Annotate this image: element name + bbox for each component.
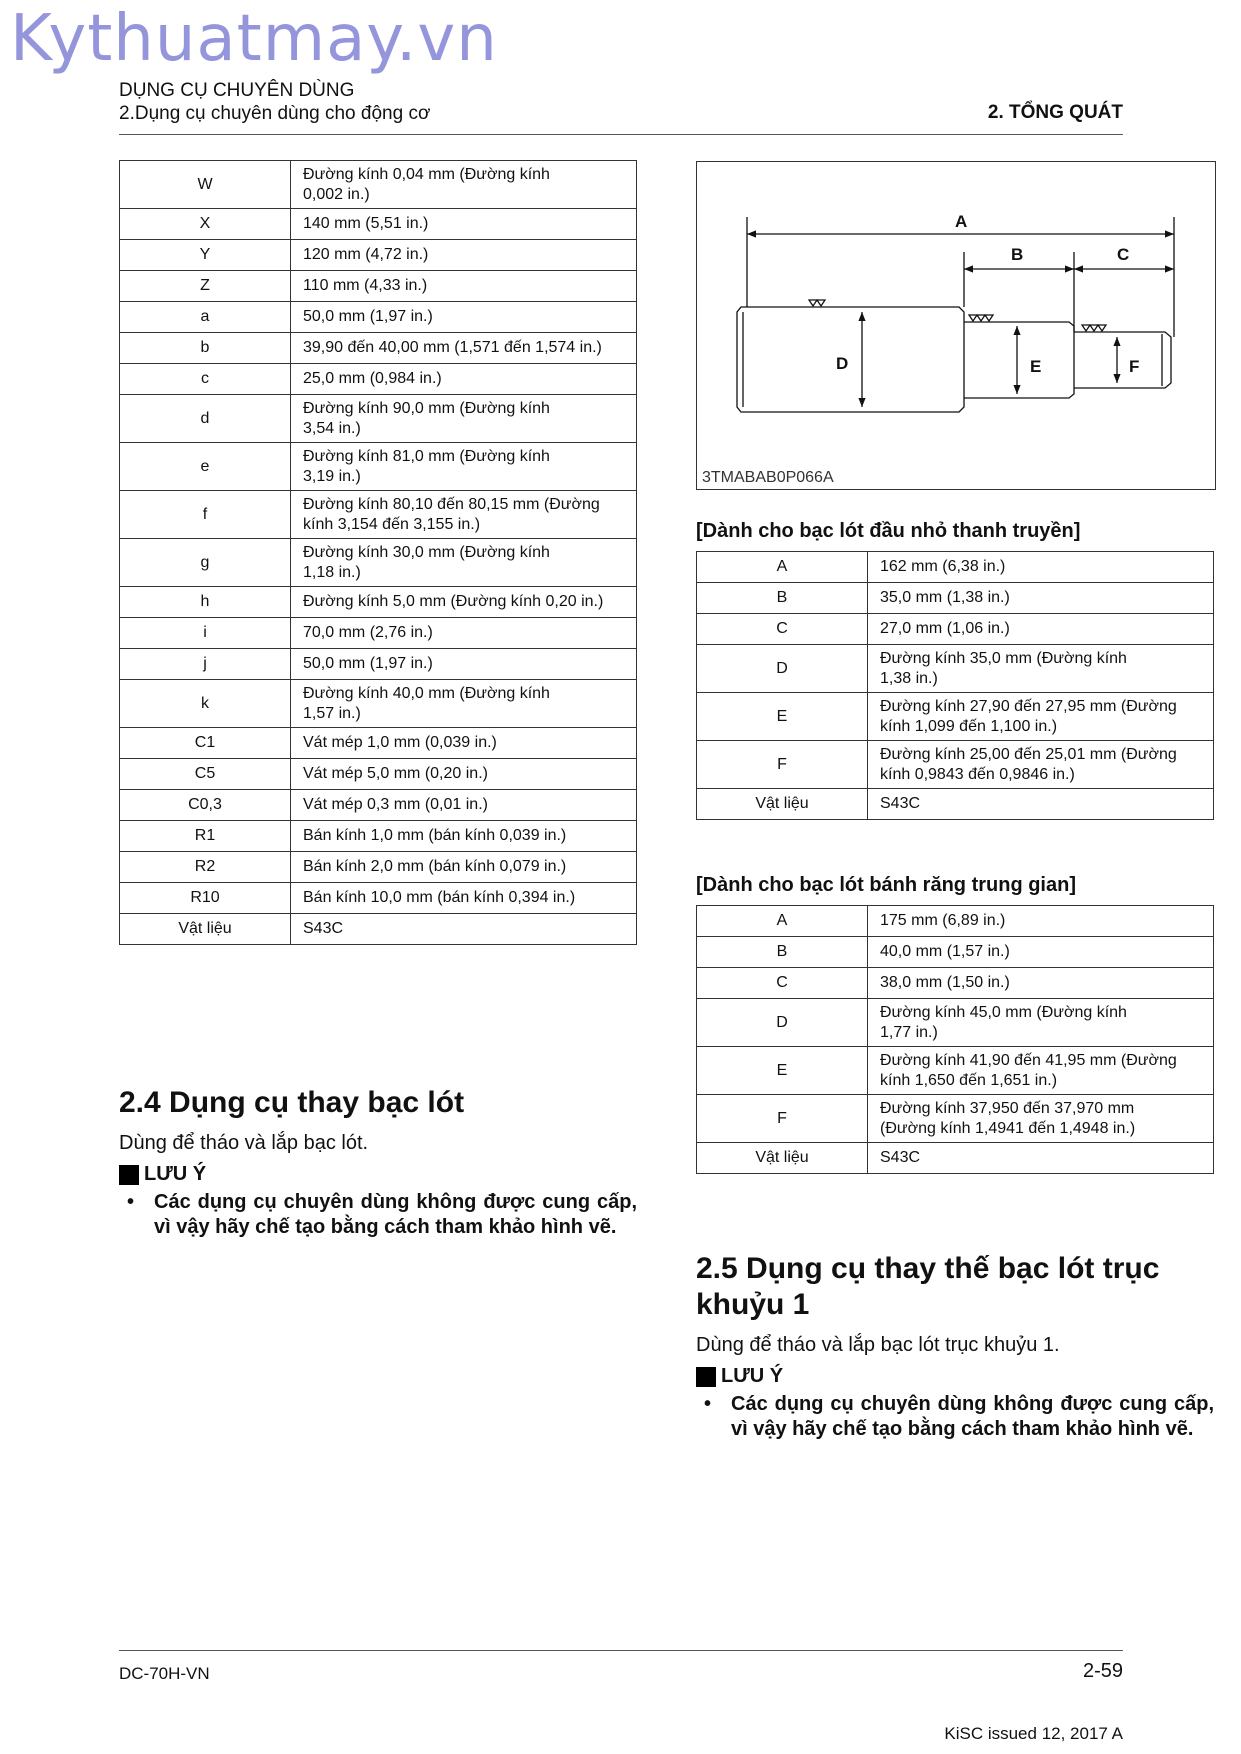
row-key: B bbox=[697, 937, 868, 968]
header-subtitle: 2.Dụng cụ chuyên dùng cho động cơ bbox=[119, 103, 431, 124]
table-row bbox=[697, 906, 1214, 937]
row-key: h bbox=[120, 587, 291, 618]
table-row bbox=[120, 790, 637, 821]
row-value: Đường kính 45,0 mm (Đường kính 1,77 in.) bbox=[868, 999, 1214, 1047]
row-value: 40,0 mm (1,57 in.) bbox=[868, 937, 1214, 968]
row-key: Vật liệu bbox=[120, 914, 291, 945]
row-key: e bbox=[120, 443, 291, 491]
table-row bbox=[120, 759, 637, 790]
row-value: 27,0 mm (1,06 in.) bbox=[868, 614, 1214, 645]
table-row bbox=[120, 539, 637, 587]
row-value: Đường kính 5,0 mm (Đường kính 0,20 in.) bbox=[291, 587, 637, 618]
row-key: Z bbox=[120, 271, 291, 302]
row-key: X bbox=[120, 209, 291, 240]
idle-gear-spec-table bbox=[696, 905, 1214, 1174]
section-2-4-bullet bbox=[127, 1190, 637, 1240]
row-value: Đường kính 81,0 mm (Đường kính 3,19 in.) bbox=[291, 443, 637, 491]
row-key: R1 bbox=[120, 821, 291, 852]
section-2-4-desc: Dùng để tháo và lắp bạc lót. bbox=[119, 1132, 369, 1154]
row-value: Đường kính 35,0 mm (Đường kính 1,38 in.) bbox=[868, 645, 1214, 693]
table-row bbox=[120, 649, 637, 680]
table-row bbox=[697, 789, 1214, 820]
row-value: S43C bbox=[868, 1143, 1214, 1174]
bushing-drawing bbox=[697, 162, 1215, 489]
row-value: Đường kính 40,0 mm (Đường kính 1,57 in.) bbox=[291, 680, 637, 728]
row-key: C bbox=[697, 968, 868, 999]
label-D: D bbox=[836, 354, 849, 373]
table-row bbox=[120, 852, 637, 883]
row-key: a bbox=[120, 302, 291, 333]
row-value: Đường kính 80,10 đến 80,15 mm (Đường kính 3,154 đến 3,155 in.) bbox=[291, 491, 637, 539]
row-key: Vật liệu bbox=[697, 1143, 868, 1174]
row-key: A bbox=[697, 552, 868, 583]
row-key: g bbox=[120, 539, 291, 587]
table-small-end-title: [Dành cho bạc lót đầu nhỏ thanh truyền] bbox=[696, 520, 1081, 542]
row-value: Vát mép 1,0 mm (0,039 in.) bbox=[291, 728, 637, 759]
row-key: Y bbox=[120, 240, 291, 271]
row-key: k bbox=[120, 680, 291, 728]
table-row bbox=[120, 883, 637, 914]
row-value: S43C bbox=[291, 914, 637, 945]
table-row bbox=[697, 937, 1214, 968]
bullet-icon: • bbox=[704, 1393, 712, 1415]
row-value: Đường kính 0,04 mm (Đường kính 0,002 in.) bbox=[291, 161, 637, 209]
row-value: 110 mm (4,33 in.) bbox=[291, 271, 637, 302]
table-row bbox=[120, 302, 637, 333]
row-key: j bbox=[120, 649, 291, 680]
row-key: f bbox=[120, 491, 291, 539]
table-row bbox=[120, 209, 637, 240]
row-value: 39,90 đến 40,00 mm (1,571 đến 1,574 in.) bbox=[291, 333, 637, 364]
note-label: LƯU Ý bbox=[721, 1365, 784, 1387]
row-value: 35,0 mm (1,38 in.) bbox=[868, 583, 1214, 614]
table-row bbox=[697, 1047, 1214, 1095]
row-value: Bán kính 1,0 mm (bán kính 0,039 in.) bbox=[291, 821, 637, 852]
row-key: C5 bbox=[120, 759, 291, 790]
table-row bbox=[120, 443, 637, 491]
label-B: B bbox=[1011, 245, 1024, 264]
row-value: 25,0 mm (0,984 in.) bbox=[291, 364, 637, 395]
row-value: Đường kính 25,00 đến 25,01 mm (Đường kính 0,9843 đến 0,9846 in.) bbox=[868, 741, 1214, 789]
table-row bbox=[697, 1143, 1214, 1174]
table-row bbox=[697, 614, 1214, 645]
row-key: C1 bbox=[120, 728, 291, 759]
table-row bbox=[120, 333, 637, 364]
row-key: C0,3 bbox=[120, 790, 291, 821]
small-end-spec-table bbox=[696, 551, 1214, 820]
left-spec-table bbox=[119, 160, 637, 945]
section-2-4-note bbox=[119, 1163, 206, 1186]
row-value: Bán kính 2,0 mm (bán kính 0,079 in.) bbox=[291, 852, 637, 883]
table-row bbox=[697, 1095, 1214, 1143]
row-key: i bbox=[120, 618, 291, 649]
row-value: 50,0 mm (1,97 in.) bbox=[291, 302, 637, 333]
label-F: F bbox=[1129, 357, 1140, 376]
table-row bbox=[697, 583, 1214, 614]
table-row bbox=[697, 552, 1214, 583]
section-2-5-note bbox=[696, 1365, 783, 1388]
row-key: D bbox=[697, 999, 868, 1047]
footer-doc-code: DC-70H-VN bbox=[119, 1664, 210, 1683]
header-section: 2. TỔNG QUÁT bbox=[987, 102, 1123, 123]
table-row bbox=[120, 728, 637, 759]
row-key: A bbox=[697, 906, 868, 937]
row-key: d bbox=[120, 395, 291, 443]
header-divider bbox=[119, 134, 1123, 135]
row-value: Đường kính 41,90 đến 41,95 mm (Đường kính 1,650 đến 1,651 in.) bbox=[868, 1047, 1214, 1095]
row-value: Bán kính 10,0 mm (bán kính 0,394 in.) bbox=[291, 883, 637, 914]
table-row bbox=[120, 271, 637, 302]
label-E: E bbox=[1030, 357, 1042, 376]
section-2-5-desc: Dùng để tháo và lắp bạc lót trục khuỷu 1. bbox=[696, 1334, 1060, 1356]
row-value: 70,0 mm (2,76 in.) bbox=[291, 618, 637, 649]
row-key: B bbox=[697, 583, 868, 614]
watermark-logo: Kythuatmay.vn bbox=[10, 2, 498, 76]
row-key: D bbox=[697, 645, 868, 693]
row-key: W bbox=[120, 161, 291, 209]
table-row bbox=[120, 240, 637, 271]
row-key: F bbox=[697, 741, 868, 789]
note-square-icon bbox=[696, 1367, 716, 1387]
table-row bbox=[120, 914, 637, 945]
row-key: Vật liệu bbox=[697, 789, 868, 820]
table-row bbox=[120, 491, 637, 539]
bullet-icon: • bbox=[127, 1191, 135, 1213]
table-row bbox=[697, 693, 1214, 741]
table-row bbox=[697, 645, 1214, 693]
row-value: Đường kính 37,950 đến 37,970 mm (Đường kính 1,4941 đến 1,4948 in.) bbox=[868, 1095, 1214, 1143]
row-value: 38,0 mm (1,50 in.) bbox=[868, 968, 1214, 999]
row-value: 140 mm (5,51 in.) bbox=[291, 209, 637, 240]
table-row bbox=[697, 741, 1214, 789]
row-key: E bbox=[697, 693, 868, 741]
label-C: C bbox=[1117, 245, 1130, 264]
note-square-icon bbox=[119, 1165, 139, 1185]
row-key: R2 bbox=[120, 852, 291, 883]
label-A: A bbox=[955, 212, 968, 231]
row-value: Đường kính 90,0 mm (Đường kính 3,54 in.) bbox=[291, 395, 637, 443]
bullet-text: Các dụng cụ chuyên dùng không được cung cấp, vì vậy hãy chế tạo bằng cách tham khảo hình vẽ. bbox=[731, 1393, 1214, 1440]
row-value: 120 mm (4,72 in.) bbox=[291, 240, 637, 271]
row-value: 162 mm (6,38 in.) bbox=[868, 552, 1214, 583]
header-title: DỤNG CỤ CHUYÊN DÙNG bbox=[119, 80, 355, 101]
figure-code: 3TMABAB0P066A bbox=[702, 469, 834, 486]
row-value: 50,0 mm (1,97 in.) bbox=[291, 649, 637, 680]
row-key: C bbox=[697, 614, 868, 645]
footer-divider bbox=[119, 1650, 1123, 1651]
section-2-5-title: 2.5 Dụng cụ thay thế bạc lót trục khuỷu 1 bbox=[696, 1252, 1160, 1321]
row-value: Đường kính 27,90 đến 27,95 mm (Đường kính 1,099 đến 1,100 in.) bbox=[868, 693, 1214, 741]
row-key: c bbox=[120, 364, 291, 395]
row-key: F bbox=[697, 1095, 868, 1143]
row-value: Vát mép 5,0 mm (0,20 in.) bbox=[291, 759, 637, 790]
section-2-5-bullet bbox=[704, 1392, 1214, 1442]
table-row bbox=[697, 968, 1214, 999]
table-row bbox=[120, 161, 637, 209]
table-row bbox=[120, 821, 637, 852]
table-row bbox=[697, 999, 1214, 1047]
table-row bbox=[120, 364, 637, 395]
row-key: R10 bbox=[120, 883, 291, 914]
table-row bbox=[120, 680, 637, 728]
bullet-text: Các dụng cụ chuyên dùng không được cung cấp, vì vậy hãy chế tạo bằng cách tham khảo hình vẽ. bbox=[154, 1191, 637, 1238]
footer-issued: KiSC issued 12, 2017 A bbox=[944, 1724, 1123, 1743]
footer-page-number: 2-59 bbox=[1082, 1660, 1123, 1682]
table-row bbox=[120, 587, 637, 618]
row-key: E bbox=[697, 1047, 868, 1095]
row-value: 175 mm (6,89 in.) bbox=[868, 906, 1214, 937]
table-idle-gear-title: [Dành cho bạc lót bánh răng trung gian] bbox=[696, 874, 1076, 896]
bushing-drawing-figure bbox=[696, 161, 1216, 490]
note-label: LƯU Ý bbox=[144, 1163, 207, 1185]
row-value: Vát mép 0,3 mm (0,01 in.) bbox=[291, 790, 637, 821]
row-value: S43C bbox=[868, 789, 1214, 820]
table-row bbox=[120, 618, 637, 649]
row-key: b bbox=[120, 333, 291, 364]
row-value: Đường kính 30,0 mm (Đường kính 1,18 in.) bbox=[291, 539, 637, 587]
table-row bbox=[120, 395, 637, 443]
section-2-4-title: 2.4 Dụng cụ thay bạc lót bbox=[119, 1086, 465, 1119]
